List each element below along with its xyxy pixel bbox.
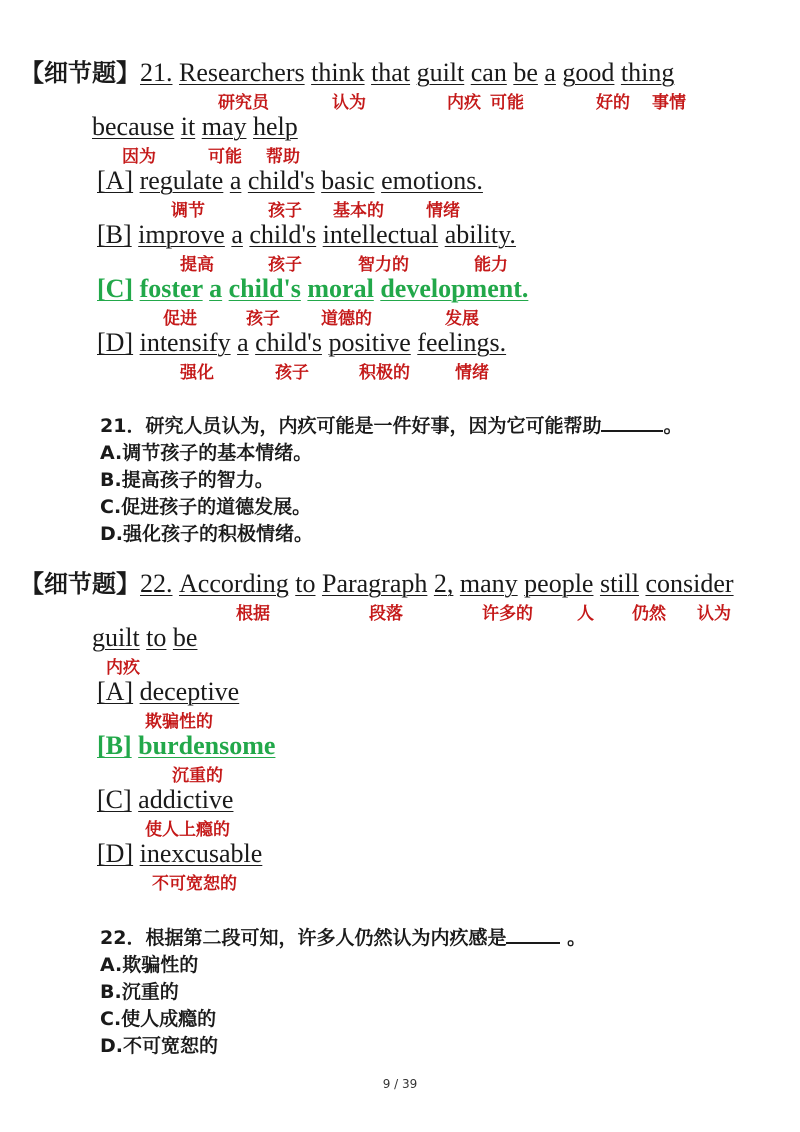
word: thing bbox=[620, 58, 675, 87]
gloss: 孩子 bbox=[268, 201, 302, 221]
gloss: 孩子 bbox=[268, 255, 302, 275]
question-end: 。 bbox=[663, 415, 683, 437]
gloss: 使人上瘾的 bbox=[145, 820, 230, 840]
word: child's bbox=[228, 274, 301, 303]
gloss: 好的 bbox=[596, 93, 630, 113]
word: help bbox=[253, 112, 298, 141]
gloss: 调节 bbox=[171, 201, 205, 221]
word: feelings. bbox=[417, 328, 507, 357]
q22-line1 bbox=[20, 569, 734, 599]
gloss: 能力 bbox=[474, 255, 508, 275]
q21-option-b bbox=[97, 220, 516, 250]
gloss: 认为 bbox=[332, 93, 366, 113]
word: Paragraph bbox=[321, 569, 428, 598]
word: people bbox=[524, 569, 594, 598]
gloss: 许多的 bbox=[482, 604, 533, 624]
word: deceptive bbox=[139, 677, 240, 706]
q22-number: 22. bbox=[140, 569, 173, 598]
word: a bbox=[209, 274, 223, 303]
word: foster bbox=[139, 274, 203, 303]
word: burdensome bbox=[138, 731, 276, 760]
gloss: 人 bbox=[577, 604, 594, 624]
gloss: 孩子 bbox=[275, 363, 309, 383]
word: child's bbox=[255, 328, 322, 357]
answer-blank bbox=[506, 926, 560, 944]
q22-tag: 【细节题】 bbox=[20, 570, 140, 598]
gloss: 基本的 bbox=[333, 201, 384, 221]
gloss: 发展 bbox=[445, 309, 479, 329]
word: emotions. bbox=[381, 166, 483, 195]
gloss: 因为 bbox=[122, 147, 156, 167]
q22-option-a bbox=[97, 677, 239, 707]
gloss: 强化 bbox=[180, 363, 214, 383]
word: may bbox=[201, 112, 247, 141]
page-number: 9 / 39 bbox=[382, 1077, 418, 1091]
word: that bbox=[371, 58, 411, 87]
word: still bbox=[599, 569, 639, 598]
q22-line2 bbox=[92, 623, 197, 653]
gloss: 促进 bbox=[163, 309, 197, 329]
q22-option-d bbox=[97, 839, 262, 869]
gloss: 积极的 bbox=[359, 363, 410, 383]
word: inexcusable bbox=[139, 839, 263, 868]
word: guilt bbox=[416, 58, 465, 87]
word: can bbox=[470, 58, 507, 87]
word: it bbox=[180, 112, 196, 141]
gloss: 仍然 bbox=[632, 604, 666, 624]
q22-translation-choice: C.使人成瘾的 bbox=[100, 1008, 217, 1030]
word: intensify bbox=[139, 328, 231, 357]
word: child's bbox=[249, 220, 317, 249]
q21-line2 bbox=[92, 112, 298, 142]
option-letter: [A] bbox=[97, 677, 134, 706]
option-letter: [D] bbox=[97, 328, 134, 357]
q21-option-d bbox=[97, 328, 506, 358]
gloss: 情绪 bbox=[455, 363, 489, 383]
option-letter: [C] bbox=[97, 785, 132, 814]
gloss: 段落 bbox=[369, 604, 403, 624]
gloss: 内疚 bbox=[106, 658, 140, 678]
q22-option-b-correct bbox=[97, 731, 275, 761]
word: to bbox=[146, 623, 167, 652]
question-end: 。 bbox=[567, 927, 587, 949]
q21-option-c-correct bbox=[97, 274, 528, 304]
word: positive bbox=[328, 328, 411, 357]
gloss: 研究员 bbox=[218, 93, 269, 113]
gloss: 根据 bbox=[236, 604, 270, 624]
gloss: 智力的 bbox=[358, 255, 409, 275]
q21-tag: 【细节题】 bbox=[20, 59, 140, 87]
word: child's bbox=[247, 166, 315, 195]
gloss: 可能 bbox=[208, 147, 242, 167]
gloss: 内疚 bbox=[447, 93, 481, 113]
gloss: 帮助 bbox=[266, 147, 300, 167]
gloss: 认为 bbox=[697, 604, 731, 624]
word: a bbox=[231, 220, 243, 249]
word: think bbox=[311, 58, 365, 87]
word: to bbox=[295, 569, 316, 598]
q21-translation-choice: A.调节孩子的基本情绪。 bbox=[100, 442, 313, 464]
gloss: 沉重的 bbox=[172, 766, 223, 786]
q21-translation-choice: B.提高孩子的智力。 bbox=[100, 469, 274, 491]
q22-translation-choice: A.欺骗性的 bbox=[100, 954, 199, 976]
word: regulate bbox=[139, 166, 224, 195]
gloss: 可能 bbox=[490, 93, 524, 113]
word: basic bbox=[321, 166, 375, 195]
word: intellectual bbox=[322, 220, 439, 249]
question-text: 22．根据第二段可知，许多人仍然认为内疚感是 bbox=[100, 927, 507, 949]
gloss: 事情 bbox=[652, 93, 686, 113]
q21-line1 bbox=[20, 58, 674, 88]
word: be bbox=[172, 623, 198, 652]
gloss: 情绪 bbox=[426, 201, 460, 221]
q21-translation-choice: C.促进孩子的道德发展。 bbox=[100, 496, 312, 518]
word: Researchers bbox=[179, 58, 305, 87]
gloss: 孩子 bbox=[246, 309, 280, 329]
gloss: 欺骗性的 bbox=[145, 712, 213, 732]
q21-translation-question bbox=[100, 414, 682, 438]
question-text: 21．研究人员认为，内疚可能是一件好事，因为它可能帮助 bbox=[100, 415, 602, 437]
q22-translation-choice: D.不可宽恕的 bbox=[100, 1035, 218, 1057]
word: a bbox=[229, 166, 242, 195]
option-letter: [B] bbox=[97, 731, 132, 760]
word: be bbox=[513, 58, 538, 87]
word: consider bbox=[645, 569, 734, 598]
q22-translation-choice: B.沉重的 bbox=[100, 981, 179, 1003]
word: many bbox=[459, 569, 518, 598]
option-letter: [C] bbox=[97, 274, 134, 303]
word: addictive bbox=[138, 785, 234, 814]
q22-option-c bbox=[97, 785, 233, 815]
q22-translation-question bbox=[100, 926, 586, 950]
word: development. bbox=[380, 274, 529, 303]
word: a bbox=[544, 58, 556, 87]
gloss: 道德的 bbox=[321, 309, 372, 329]
word: because bbox=[92, 112, 175, 141]
answer-blank bbox=[601, 414, 663, 432]
gloss: 不可宽恕的 bbox=[152, 874, 237, 894]
word: good bbox=[562, 58, 615, 87]
q21-number: 21. bbox=[140, 58, 173, 87]
option-letter: [A] bbox=[97, 166, 134, 195]
word: guilt bbox=[92, 623, 140, 652]
gloss: 提高 bbox=[180, 255, 214, 275]
word: According bbox=[179, 569, 289, 598]
word: 2, bbox=[433, 569, 454, 598]
q21-translation-choice: D.强化孩子的积极情绪。 bbox=[100, 523, 313, 545]
word: ability. bbox=[444, 220, 516, 249]
option-letter: [B] bbox=[97, 220, 132, 249]
option-letter: [D] bbox=[97, 839, 134, 868]
q21-option-a bbox=[97, 166, 483, 196]
word: improve bbox=[138, 220, 225, 249]
word: a bbox=[237, 328, 249, 357]
word: moral bbox=[307, 274, 374, 303]
